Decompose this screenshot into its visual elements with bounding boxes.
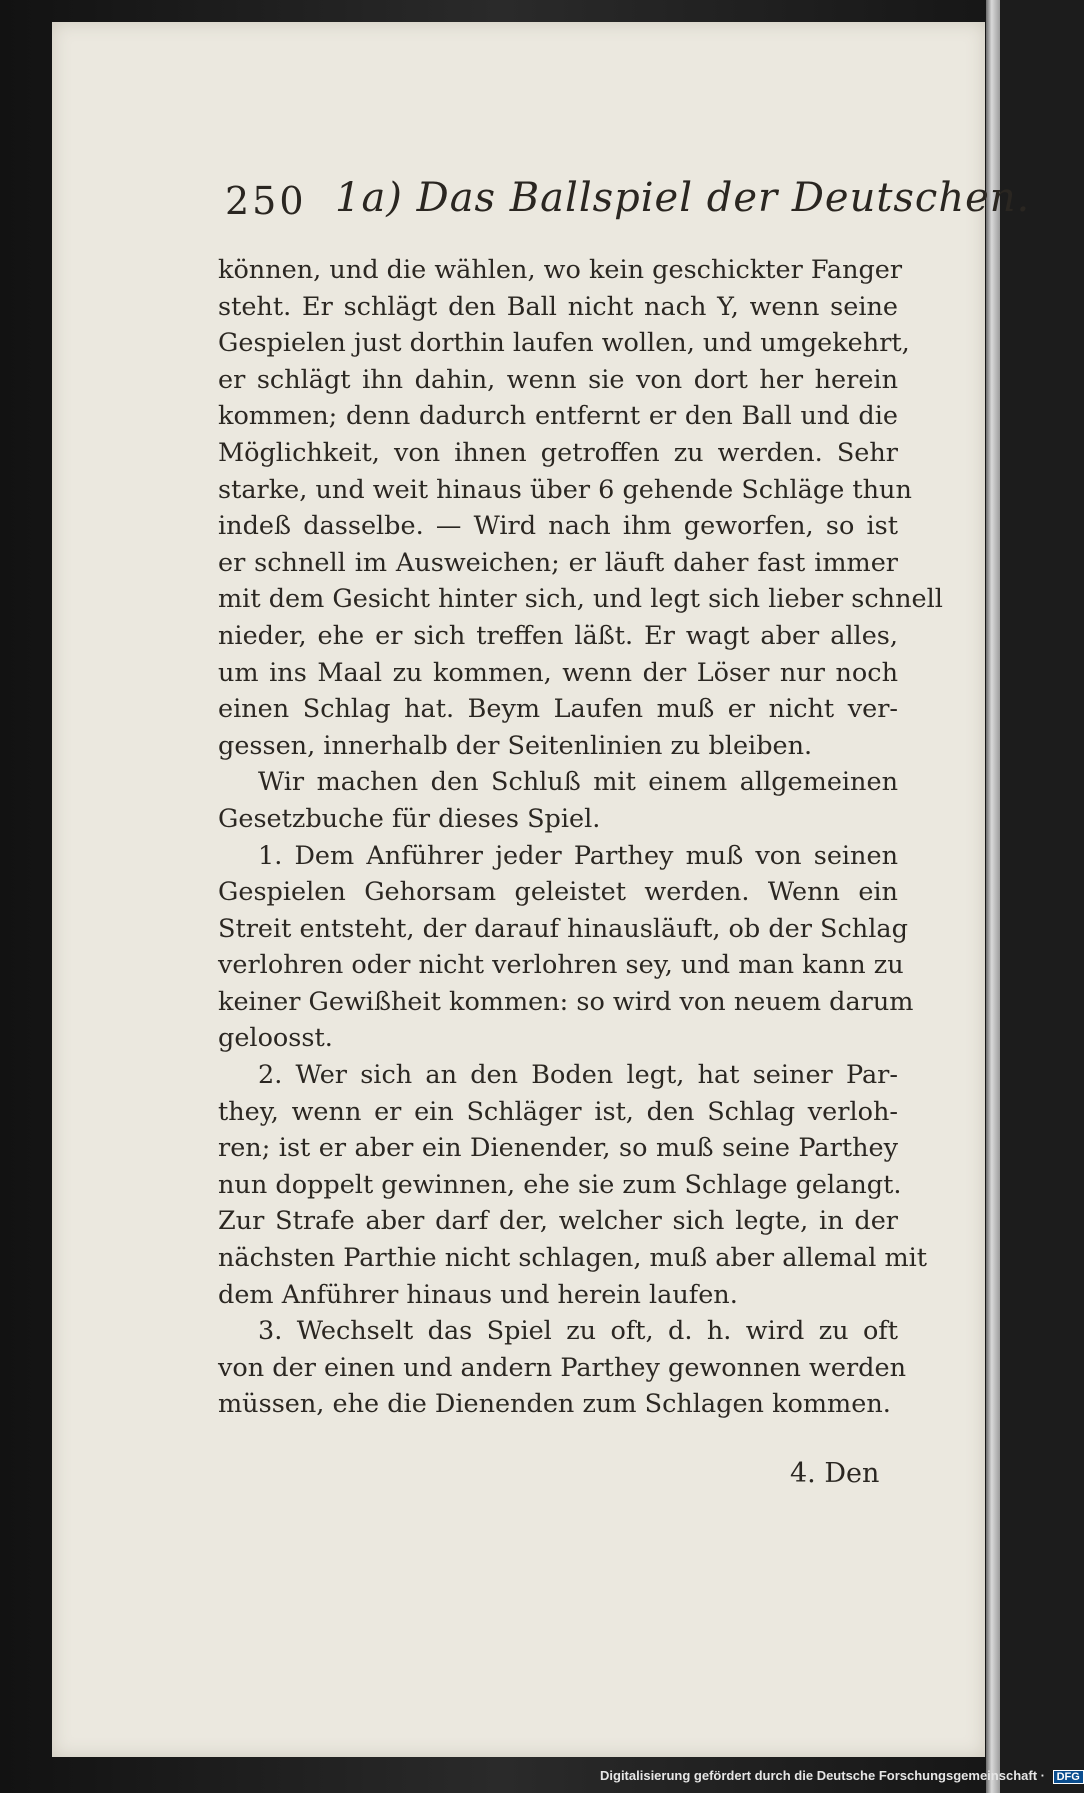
text-line: Gespielen just dorthin laufen wollen, und umgekehrt,	[218, 328, 910, 359]
text-line: 3. Wechselt das Spiel zu oft, d. h. wird zu oft	[258, 1316, 898, 1347]
text-line: kommen; denn dadurch entfernt er den Ball und die	[218, 401, 898, 432]
text-line: einen Schlag hat. Beym Laufen muß er nicht ver-	[218, 694, 898, 725]
text-line: they, wenn er ein Schläger ist, den Schlag verloh-	[218, 1096, 898, 1127]
catchword: 4. Den	[790, 1458, 880, 1489]
text-line: Zur Strafe aber darf der, welcher sich legte, in der	[218, 1206, 898, 1237]
text-line: nieder, ehe er sich treffen läßt. Er wagt aber alles,	[218, 620, 898, 651]
text-line: 1. Dem Anführer jeder Parthey muß von seinen	[258, 840, 898, 871]
digitization-credit	[600, 1768, 1084, 1788]
body-text	[218, 252, 943, 1423]
text-line: Streit entsteht, der darauf hinausläuft, ob der Schlag	[218, 913, 908, 944]
text-line: Gesetzbuche für dieses Spiel.	[218, 803, 601, 834]
text-line: können, und die wählen, wo kein geschickter Fanger	[218, 255, 903, 285]
text-line: starke, und weit hinaus über 6 gehende Schläge thun	[218, 474, 912, 505]
text-line: müssen, ehe die Dienenden zum Schlagen kommen.	[218, 1389, 891, 1420]
text-line: von der einen und andern Parthey gewonnen werden	[218, 1352, 907, 1383]
running-title: 1a) Das Ballspiel der Deutschen.	[335, 175, 1031, 221]
text-line: ren; ist er aber ein Dienender, so muß seine Parthey	[218, 1133, 898, 1164]
text-line: um ins Maal zu kommen, wenn der Löser nur noch	[218, 657, 898, 688]
text-line: nun doppelt gewinnen, ehe sie zum Schlage gelangt.	[218, 1169, 902, 1200]
text-line: gessen, innerhalb der Seitenlinien zu bleiben.	[218, 730, 813, 761]
text-line: nächsten Parthie nicht schlagen, muß aber allemal mit	[218, 1243, 928, 1274]
text-line: er schlägt ihn dahin, wenn sie von dort her herein	[218, 364, 898, 395]
text-line: mit dem Gesicht hinter sich, und legt sich lieber schnell	[218, 584, 943, 615]
text-line: er schnell im Ausweichen; er läuft daher fast immer	[218, 547, 898, 578]
page-number: 250	[225, 179, 307, 223]
text-line: steht. Er schlägt den Ball nicht nach Y, wenn seine	[218, 291, 898, 322]
text-line: indeß dasselbe. — Wird nach ihm geworfen, so ist	[218, 511, 898, 542]
dfg-logo: DFG	[1053, 1770, 1084, 1784]
text-line: verlohren oder nicht verlohren sey, und man kann zu	[218, 950, 904, 981]
credit-text: Digitalisierung gefördert durch die Deutsche Forschungsgemeinschaft ·	[600, 1768, 1045, 1783]
text-line: geloosst.	[218, 1023, 333, 1054]
scan-edge	[986, 0, 1000, 1793]
text-line: dem Anführer hinaus und herein laufen.	[218, 1279, 738, 1310]
text-line: Gespielen Gehorsam geleistet werden. Wenn ein	[218, 877, 898, 908]
text-line: Möglichkeit, von ihnen getroffen zu werden. Sehr	[218, 437, 898, 468]
text-line: Wir machen den Schluß mit einem allgemeinen	[258, 767, 898, 798]
text-line: keiner Gewißheit kommen: so wird von neuem darum	[218, 986, 914, 1017]
page-header	[225, 175, 1031, 235]
text-line: 2. Wer sich an den Boden legt, hat seiner Par-	[258, 1060, 898, 1091]
